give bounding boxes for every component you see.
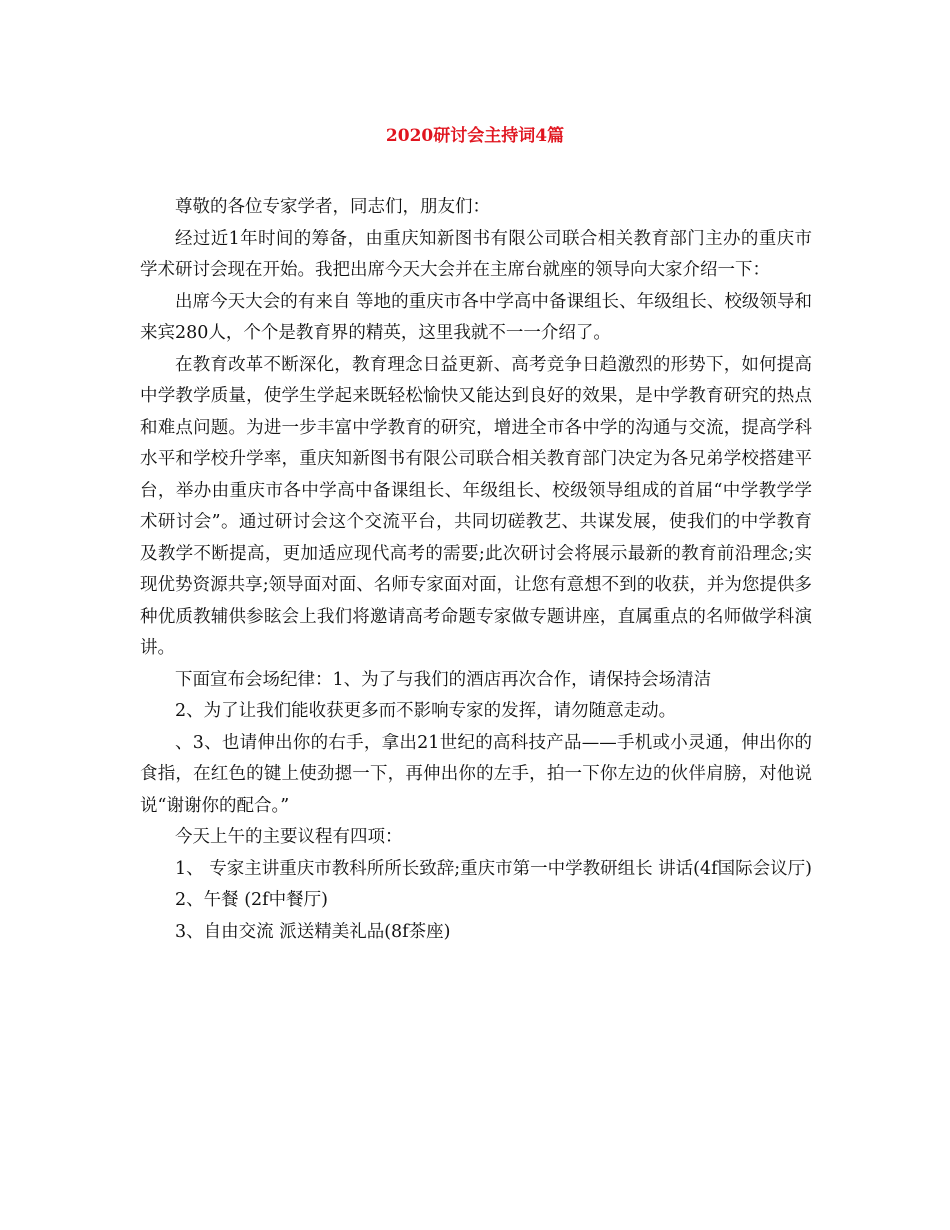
paragraph-rules-2: 2、为了让我们能收获更多而不影响专家的发挥，请勿随意走动。 bbox=[175, 701, 677, 721]
paragraph-rules-3: 、3、也请伸出你的右手，拿出21世纪的高科技产品——手机或小灵通，伸出你的食指，在红色的键上使劲摁一下，再伸出你的左手，拍一下你左边的伙伴肩膀，对他说说“谢谢你的配合。” bbox=[140, 732, 812, 816]
document-title: 2020研讨会主持词4篇 bbox=[385, 126, 565, 146]
paragraph-background: 在教育改革不断深化，教育理念日益更新、高考竞争日趋激烈的形势下，如何提高中学教学质量，使学生学起来既轻松愉快又能达到良好的效果，是中学教育研究的热点和难点问题。为进一步丰富中学教育的研究，增进全市各中学的沟通与交流，提高学科水平和学校升学率，重庆知新图书有限公司联合相关教育部门决定为各兄弟学校搭建平台，举办由重庆市各中学高中备课组长、年级组长、校级领导组成的首届“中学教学学术研讨会”。通过研讨会这个交流平台，共同切磋教艺、共谋发展，使我们的中学教育及教学不断提高，更加适应现代高考的需要;此次研讨会将展示最新的教育前沿理念;实现优势资源共享;领导面对面、名师专家面对面，让您有意想不到的收获，并为您提供多种优质教辅供参眩会上我们将邀请高考命题专家做专题讲座，直属重点的名师做学科演讲。 bbox=[140, 354, 812, 658]
paragraph-agenda-3: 3、自由交流 派送精美礼品(8f茶座) bbox=[175, 921, 451, 942]
paragraph-greeting: 尊敬的各位专家学者，同志们，朋友们： bbox=[175, 197, 490, 217]
paragraph-agenda-intro: 今天上午的主要议程有四项： bbox=[175, 827, 403, 847]
paragraph-rules-1: 下面宣布会场纪律：1、为了与我们的酒店再次合作，请保持会场清洁 bbox=[175, 669, 712, 690]
paragraph-agenda-1: 1、 专家主讲重庆市教科所所长致辞;重庆市第一中学教研组长 讲话(4f国际会议厅) bbox=[175, 858, 812, 879]
paragraph-agenda-2: 2、午餐 (2f中餐厅) bbox=[175, 890, 328, 910]
paragraph-attendees: 出席今天大会的有来自 等地的重庆市各中学高中备课组长、年级组长、校级领导和来宾280人，个个是教育界的精英，这里我就不一一介绍了。 bbox=[140, 291, 812, 343]
paragraph-opening: 经过近1年时间的筹备，由重庆知新图书有限公司联合相关教育部门主办的重庆市学术研讨会现在开始。我把出席今天大会并在主席台就座的领导向大家介绍一下： bbox=[140, 228, 812, 280]
document-body bbox=[140, 192, 812, 948]
